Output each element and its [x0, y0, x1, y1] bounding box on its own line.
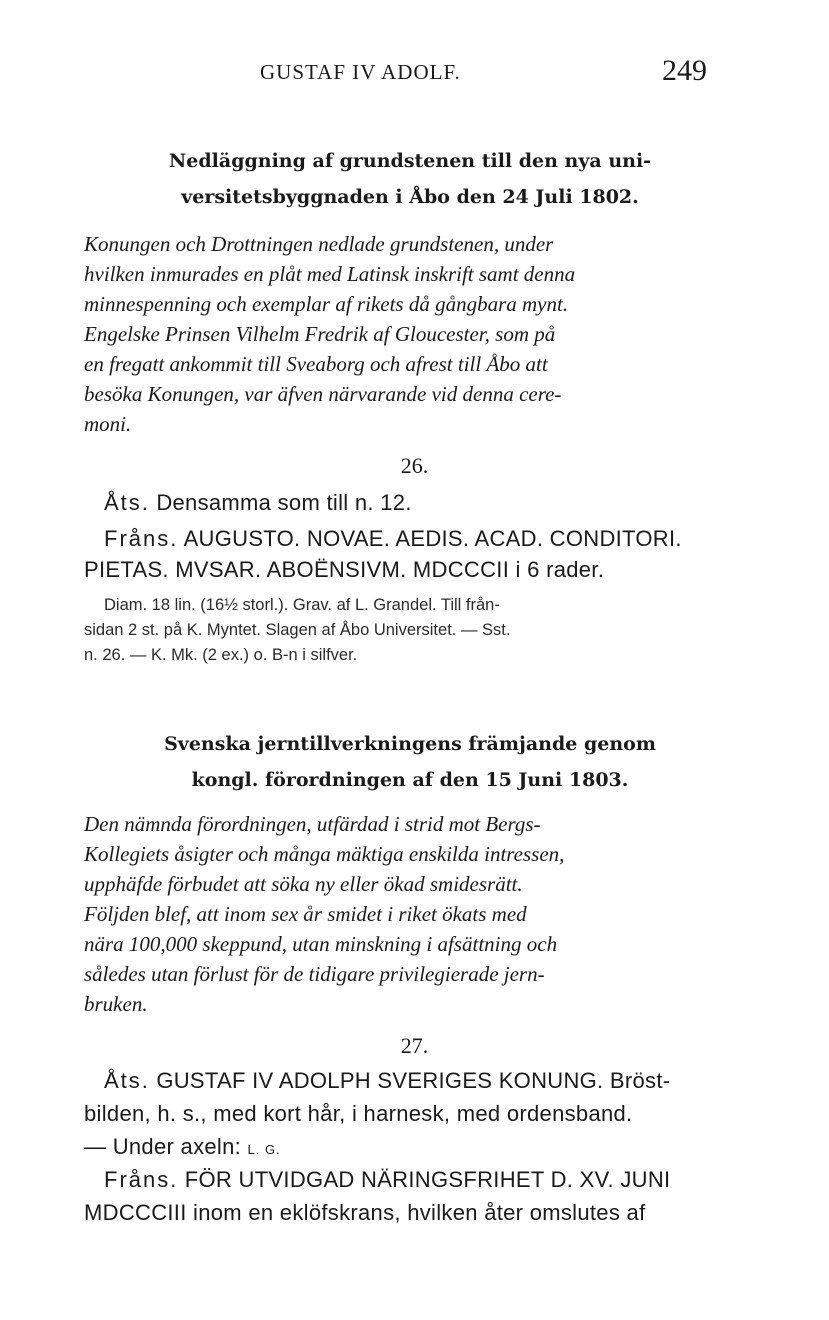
entry-27-obverse-line-1: [104, 1068, 670, 1094]
entry-26-heading: [90, 143, 730, 215]
entry-27-number: 27.: [400, 1033, 429, 1058]
description-line: bruken.: [84, 992, 148, 1016]
description-line: nära 100,000 skeppund, utan minskning i afsättning och: [84, 932, 558, 956]
reverse-label: Fråns.: [104, 526, 179, 551]
description-line: minnespenning och exemplar af rikets då gångbara mynt.: [84, 292, 569, 316]
heading-line: Svenska jerntillverkningens främjande genom: [164, 733, 656, 755]
entry-26-reverse-line-2: PIETAS. MVSAR. ABOËNSIVM. MDCCCII i 6 rader.: [84, 557, 605, 582]
page-header: [0, 54, 829, 90]
reverse-inscription: FÖR UTVIDGAD NÄRINGSFRIHET D. XV. JUNI: [184, 1167, 671, 1192]
heading-line: versitetsbyggnaden i Åbo den 24 Juli 1802.: [181, 186, 639, 208]
engraver-initials: L. G.: [247, 1142, 281, 1157]
obverse-inscription: GUSTAF IV ADOLPH SVERIGES KONUNG. Bröst-: [156, 1068, 671, 1093]
entry-27-obverse-line-3: [84, 1134, 281, 1160]
running-title: GUSTAF IV ADOLF.: [260, 60, 461, 84]
description-line: Följden blef, att inom sex år smidet i riket ökats med: [84, 902, 527, 926]
obverse-label: Åts.: [104, 490, 150, 515]
entry-26-reverse-line-1: [104, 526, 682, 552]
description-line: moni.: [84, 412, 132, 436]
entry-27-heading: [90, 726, 730, 798]
entry-26-note-line: n. 26. — K. Mk. (2 ex.) o. B-n i silfver.: [84, 646, 358, 664]
description-line: Den nämnda förordningen, utfärdad i strid mot Bergs-: [84, 812, 541, 836]
entry-27-reverse-line-1: [104, 1167, 670, 1193]
reverse-label: Fråns.: [104, 1167, 179, 1192]
description-line: besöka Konungen, var äfven närvarande vid denna cere-: [84, 382, 562, 406]
obverse-text: Densamma som till n. 12.: [156, 490, 412, 515]
description-line: Engelske Prinsen Vilhelm Fredrik af Gloucester, som på: [84, 322, 556, 346]
description-line: upphäfde förbudet att söka ny eller ökad smidesrätt.: [84, 872, 523, 896]
reverse-inscription: AUGUSTO. NOVAE. AEDIS. ACAD. CONDITORI.: [183, 526, 682, 551]
entry-26-note-line: Diam. 18 lin. (16½ storl.). Grav. af L. Grandel. Till från-: [104, 596, 500, 614]
entry-27-reverse-line-2: MDCCCIII inom en eklöfskrans, hvilken åter omslutes af: [84, 1200, 646, 1225]
description-line: Kollegiets åsigter och många mäktiga enskilda intressen,: [84, 842, 565, 866]
description-line: hvilken inmurades en plåt med Latinsk inskrift samt denna: [84, 262, 576, 286]
heading-line: kongl. förordningen af den 15 Juni 1803.: [191, 769, 629, 791]
entry-27-description: [84, 809, 734, 1019]
obverse-label: Åts.: [104, 1068, 150, 1093]
heading-line: Nedläggning af grundstenen till den nya uni-: [168, 150, 652, 172]
entry-26-description: [84, 229, 734, 439]
entry-26-obverse: [104, 490, 412, 516]
description-line: således utan förlust för de tidigare privilegierade jern-: [84, 962, 545, 986]
entry-26-note-line: sidan 2 st. på K. Myntet. Slagen af Åbo Universitet. — Sst.: [84, 621, 511, 639]
description-line: en fregatt ankommit till Sveaborg och afrest till Åbo att: [84, 352, 548, 376]
description-line: Konungen och Drottningen nedlade grundstenen, under: [84, 232, 554, 256]
obverse-under-shoulder: — Under axeln:: [84, 1134, 242, 1159]
entry-27-obverse-line-2: bilden, h. s., med kort hår, i harnesk, med ordensband.: [84, 1101, 633, 1126]
page-number: 249: [662, 54, 707, 87]
entry-26-number: 26.: [400, 453, 429, 478]
